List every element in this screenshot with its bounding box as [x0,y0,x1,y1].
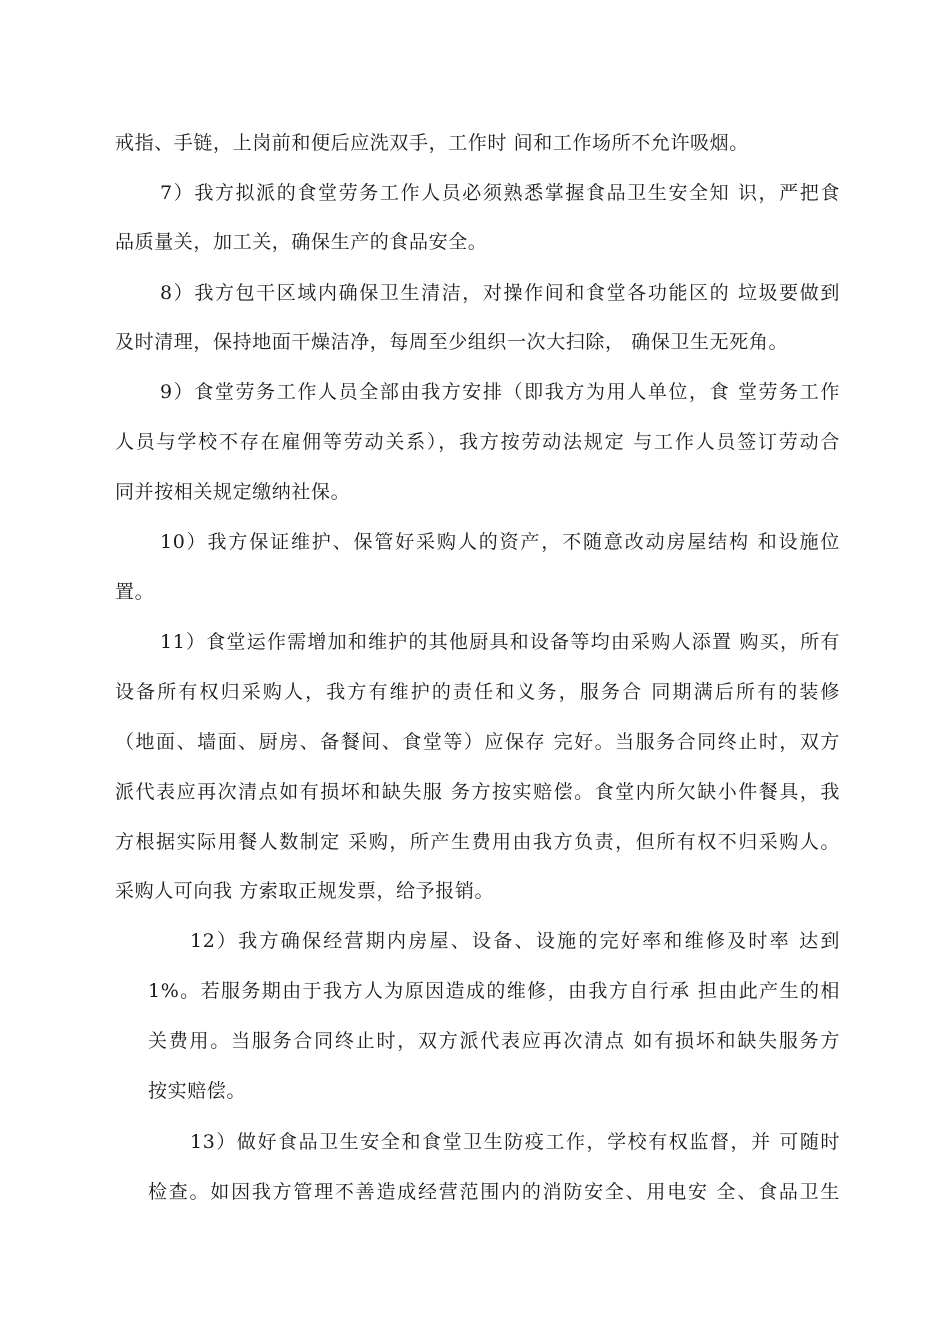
paragraph-13-line-1: 13）做好食品卫生安全和食堂卫生防疫工作，学校有权监督，并 可随时 [190,1131,840,1153]
paragraph-8-line-2: 及时清理，保持地面干燥洁净，每周至少组织一次大扫除， 确保卫生无死角。 [115,331,789,353]
text-line: 戒指、手链，上岗前和便后应洗双手，工作时 间和工作场所不允许吸烟。 [115,132,749,154]
paragraph-11-line-1: 11）食堂运作需增加和维护的其他厨具和设备等均由采购人添置 购买，所有 [160,631,840,653]
paragraph-10-line-2: 置。 [115,581,155,603]
paragraph-9-line-1: 9）食堂劳务工作人员全部由我方安排（即我方为用人单位，食 堂劳务工作 [160,381,840,403]
paragraph-11-line-2: 设备所有权归采购人，我方有维护的责任和义务，服务合 同期满后所有的装修 [115,681,840,703]
paragraph-7-line-1: 7）我方拟派的食堂劳务工作人员必须熟悉掌握食品卫生安全知 识，严把食 [160,182,840,204]
paragraph-8-line-1: 8）我方包干区域内确保卫生清洁，对操作间和食堂各功能区的 垃圾要做到 [160,282,840,304]
paragraph-12-line-1: 12）我方确保经营期内房屋、设备、设施的完好率和维修及时率 达到 [190,930,840,952]
paragraph-9-line-3: 同并按相关规定缴纳社保。 [115,481,351,503]
paragraph-11-line-3: （地面、墙面、厨房、备餐间、食堂等）应保存 完好。当服务合同终止时，双方 [115,731,840,753]
paragraph-12-line-2: 1%。若服务期由于我方人为原因造成的维修，由我方自行承 担由此产生的相 [148,980,840,1002]
paragraph-11-line-4: 派代表应再次清点如有损坏和缺失服 务方按实赔偿。食堂内所欠缺小件餐具，我 [115,781,840,803]
paragraph-13-line-2: 检查。如因我方管理不善造成经营范围内的消防安全、用电安 全、食品卫生 [148,1181,840,1203]
paragraph-11-line-6: 采购人可向我 方索取正规发票，给予报销。 [115,880,495,902]
paragraph-11-line-5: 方根据实际用餐人数制定 采购，所产生费用由我方负责，但所有权不归采购人。 [115,831,840,853]
paragraph-12-line-3: 关费用。当服务合同终止时，双方派代表应再次清点 如有损坏和缺失服务方 [148,1030,840,1052]
paragraph-10-line-1: 10）我方保证维护、保管好采购人的资产，不随意改动房屋结构 和设施位 [160,531,840,553]
paragraph-9-line-2: 人员与学校不存在雇佣等劳动关系），我方按劳动法规定 与工作人员签订劳动合 [115,431,840,453]
paragraph-12-line-4: 按实赔偿。 [148,1080,247,1102]
paragraph-7-line-2: 品质量关，加工关，确保生产的食品安全。 [115,231,488,253]
